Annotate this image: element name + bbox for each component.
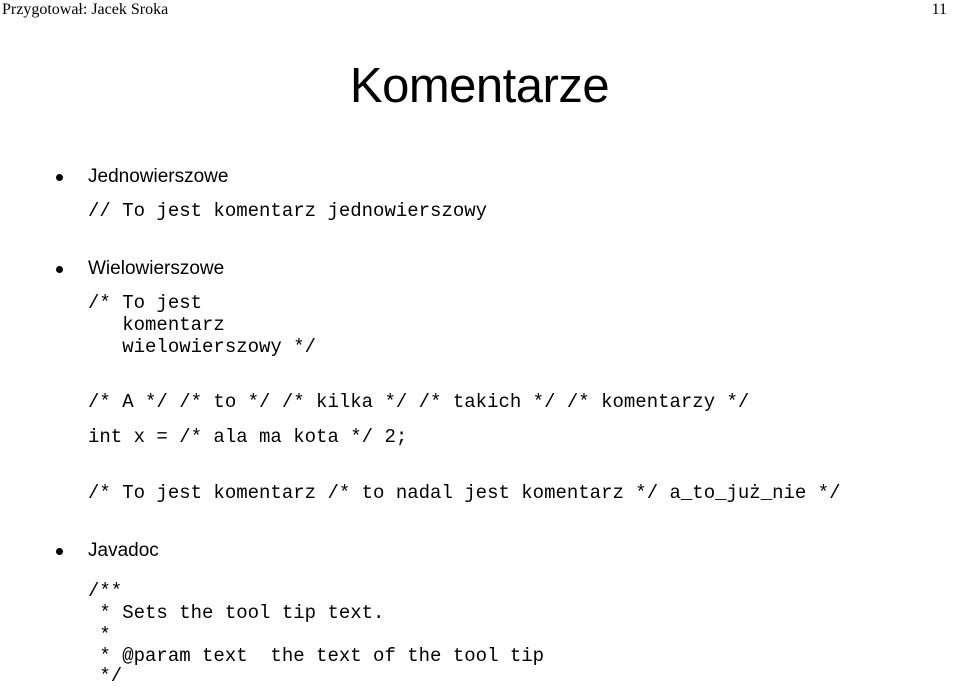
code-line: // To jest komentarz jednowierszowy (88, 200, 488, 222)
section-heading-javadoc: Javadoc (88, 540, 159, 561)
page-header-author: Przygotował: Jacek Sroka (2, 1, 169, 18)
code-line: /* To jest komentarz /* to nadal jest komentarz */ a_to_już_nie */ (88, 482, 841, 504)
code-line: /* To jest (88, 292, 203, 314)
code-line: * (88, 624, 111, 646)
code-line: wielowierszowy */ (88, 336, 317, 358)
code-line: /** (88, 580, 123, 602)
bullet-icon (56, 266, 63, 273)
page-number: 11 (931, 1, 947, 18)
section-heading-single-line: Jednowierszowe (88, 166, 229, 187)
code-line: komentarz (88, 314, 225, 336)
bullet-icon (56, 174, 63, 181)
code-line: * @param text the text of the tool tip (88, 645, 545, 667)
code-line: * Sets the tool tip text. (88, 602, 385, 624)
slide-title: Komentarze (349, 59, 610, 113)
section-heading-multi-line: Wielowierszowe (88, 258, 225, 279)
code-line: */ (88, 665, 123, 687)
code-line: /* A */ /* to */ /* kilka */ /* takich */ /* komentarzy */ (88, 391, 750, 413)
bullet-icon (56, 548, 63, 555)
code-line: int x = /* ala ma kota */ 2; (88, 426, 408, 448)
